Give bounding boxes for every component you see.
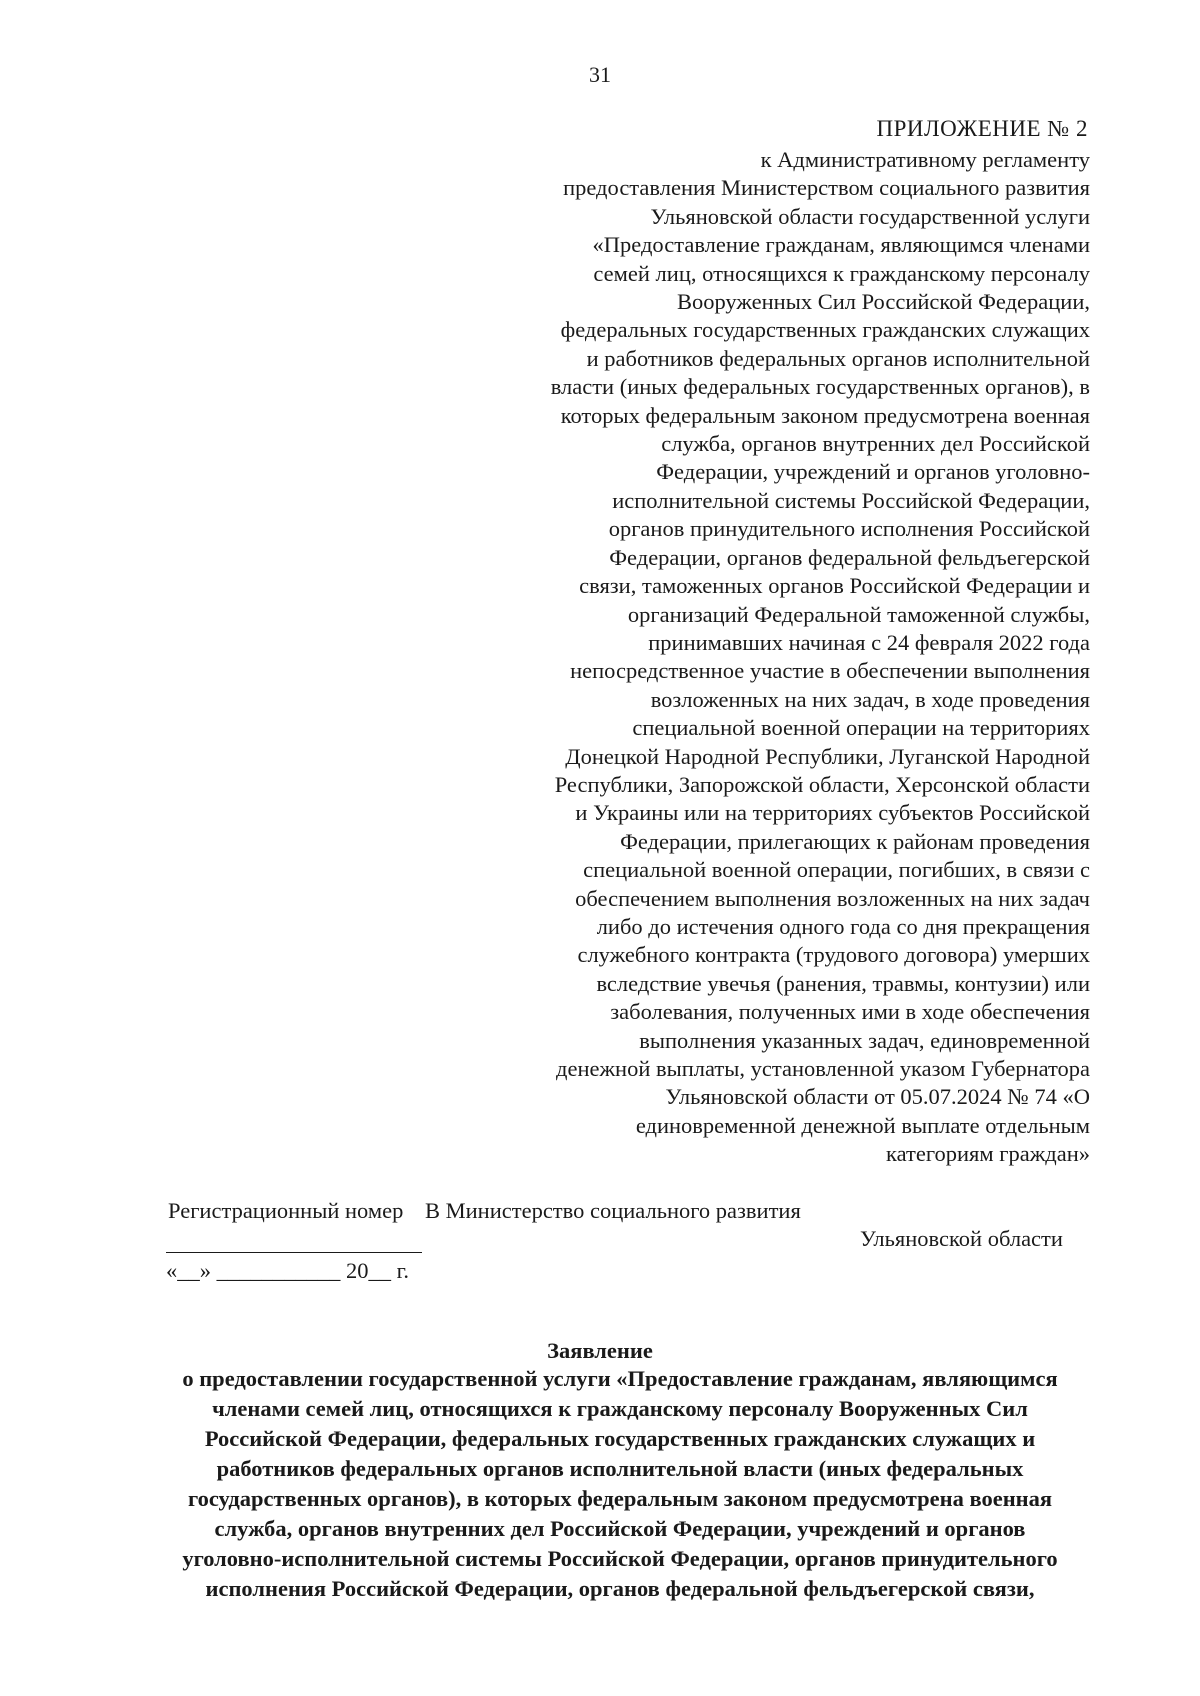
appendix-line: связи, таможенных органов Российской Федерации и: [579, 573, 1090, 599]
registration-number-label: Регистрационный номер: [168, 1198, 404, 1223]
application-line: работников федеральных органов исполнительной власти (иных федеральных: [216, 1456, 1024, 1481]
appendix-line: органов принудительного исполнения Российской: [608, 516, 1090, 542]
appendix-line: к Административному регламенту: [760, 147, 1090, 172]
appendix-line: предоставления Министерством социального развития: [563, 175, 1090, 201]
appendix-line: и Украины или на территориях субъектов Российской: [575, 800, 1090, 826]
application-heading: Заявление: [547, 1338, 653, 1363]
appendix-description: [370, 146, 1090, 1169]
application-line: исполнения Российской Федерации, органов федеральной фельдъегерской связи,: [205, 1576, 1035, 1601]
appendix-line: Ульяновской области от 05.07.2024 № 74 «О: [665, 1084, 1090, 1110]
application-line: членами семей лиц, относящихся к гражданскому персоналу Вооруженных Сил: [212, 1396, 1028, 1421]
appendix-line: семей лиц, относящихся к гражданскому персоналу: [593, 260, 1090, 286]
appendix-line: категориям граждан»: [886, 1141, 1090, 1167]
appendix-line: Ульяновской области государственной услуги: [650, 203, 1090, 229]
appendix-line: обеспечением выполнения возложенных на них задач: [575, 885, 1090, 911]
appendix-line: организаций Федеральной таможенной службы,: [627, 601, 1090, 627]
appendix-line: денежной выплаты, установленной указом Губернатора: [556, 1056, 1090, 1081]
appendix-line: единовременной денежной выплате отдельным: [635, 1112, 1090, 1138]
appendix-line: Донецкой Народной Республики, Луганской Народной: [565, 743, 1090, 769]
appendix-line: служба, органов внутренних дел Российской: [661, 431, 1090, 457]
appendix-line: выполнения указанных задач, единовременной: [639, 1027, 1090, 1053]
page-number: 31: [589, 62, 611, 87]
appendix-line: заболевания, полученных ими в ходе обеспечения: [610, 999, 1090, 1025]
appendix-line: исполнительной системы Российской Федерации,: [612, 487, 1090, 513]
appendix-line: либо до истечения одного года со дня прекращения: [596, 913, 1090, 939]
appendix-line: «Предоставление гражданам, являющимся членами: [592, 232, 1090, 258]
application-subject: [120, 1364, 1120, 1604]
application-line: Российской Федерации, федеральных государственных гражданских служащих и: [204, 1426, 1036, 1451]
application-line: государственных органов), в которых федеральным законом предусмотрена военная: [187, 1486, 1053, 1511]
appendix-line: вследствие увечья (ранения, травмы, контузии) или: [596, 970, 1090, 996]
appendix-line: Федерации, прилегающих к районам проведения: [620, 828, 1090, 854]
appendix-line: специальной военной операции, погибших, в связи с: [583, 857, 1090, 883]
appendix-line: власти (иных федеральных государственных органов), в: [550, 374, 1090, 400]
appendix-line: и работников федеральных органов исполнительной: [586, 345, 1090, 371]
appendix-line: принимавших начиная с 24 февраля 2022 года: [648, 629, 1090, 655]
application-line: о предоставлении государственной услуги «Предоставление гражданам, являющимся: [182, 1366, 1058, 1391]
registration-date-blank: «__» ___________ 20__ г.: [166, 1258, 409, 1283]
appendix-line: Республики, Запорожской области, Херсонской области: [554, 771, 1090, 797]
registration-number-blank: [166, 1252, 422, 1253]
appendix-line: Федерации, учреждений и органов уголовно-: [656, 459, 1090, 485]
application-line: служба, органов внутренних дел Российской Федерации, учреждений и органов: [214, 1516, 1026, 1541]
application-line: уголовно-исполнительной системы Российской Федерации, органов принудительного: [182, 1546, 1058, 1571]
appendix-line: которых федеральным законом предусмотрена военная: [560, 402, 1090, 428]
appendix-line: Федерации, органов федеральной фельдъегерской: [609, 544, 1090, 570]
appendix-line: специальной военной операции на территориях: [632, 715, 1090, 741]
addressee-line-2: Ульяновской области: [860, 1226, 1063, 1251]
appendix-line: непосредственное участие в обеспечении выполнения: [570, 658, 1090, 684]
appendix-line: Вооруженных Сил Российской Федерации,: [676, 289, 1090, 315]
addressee-line-1: В Министерство социального развития: [425, 1198, 801, 1223]
appendix-line: служебного контракта (трудового договора) умерших: [577, 942, 1090, 968]
appendix-line: возложенных на них задач, в ходе проведения: [650, 686, 1090, 712]
appendix-line: федеральных государственных гражданских служащих: [560, 317, 1090, 343]
appendix-title: ПРИЛОЖЕНИЕ № 2: [876, 116, 1088, 141]
